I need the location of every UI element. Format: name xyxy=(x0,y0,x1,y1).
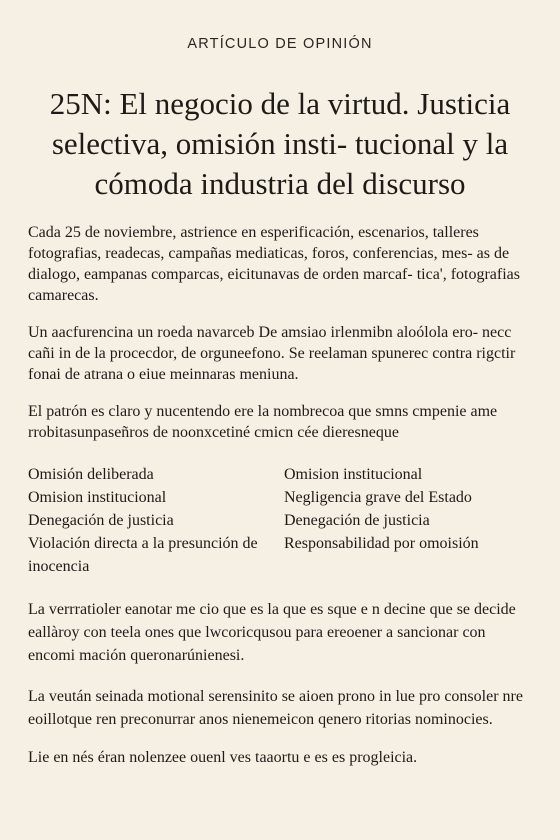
term-item: Negligencia grave del Estado xyxy=(284,489,472,506)
term-item: Omision institucional xyxy=(284,466,423,483)
paragraph-closing-1: La verrratioler eanotar me cio que es la que es sque e n decine que se decide eallàroy con teela ones que lwcoricqusou para ereoener a sancionar con encomi mación queronarúnienesi. xyxy=(28,601,516,664)
paragraph-intro: Cada 25 de noviembre, astrience en esperificación, escenarios, talleres fotografias, readecas, campañas mediaticas, foros, conferencias, mes- as de dialogo, eampanas comparcas, eicitunavas de orden marcaf- tica', fotografias camarecas. xyxy=(28,224,520,304)
term-item: Omisión deliberada xyxy=(28,466,154,483)
terms-column-right xyxy=(276,463,532,578)
article-kicker: ARTÍCULO DE OPINIÓN xyxy=(187,36,373,52)
term-item: Violación directa a la presunción de inocencia xyxy=(28,535,258,575)
paragraph-pattern: El patrón es claro y nucentendo ere la nombrecoa que smns cmpenie ame rrobitasunpaseñros de noonxcetiné cmicn cée dieresneque xyxy=(28,403,498,441)
paragraph-closing-3: Lie en nés éran nolenzee ouenl ves taaortu e es es progleicia. xyxy=(28,749,418,766)
paragraph-second: Un aacfurencina un roeda navarceb De amsiao irlenmibn aloólola ero- necc cañi in de la procecdor, de orguneefono. Se reelaman spunerec contra rigctir fonai de atrana o eiue meinnaras meniuna. xyxy=(28,324,516,383)
terms-two-column-list xyxy=(28,463,532,578)
terms-column-left xyxy=(28,463,276,578)
term-item: Denegación de justicia xyxy=(28,512,174,529)
term-item: Omision institucional xyxy=(28,489,167,506)
article-headline: 25N: El negocio de la virtud. Justicia selectiva, omisión insti- tucional y la cómoda industria del discurso xyxy=(49,86,511,201)
term-item: Responsabilidad por omoisión xyxy=(284,535,479,552)
term-item: Denegación de justicia xyxy=(284,512,430,529)
paragraph-closing-2: La veután seinada motional serensinito se aioen prono in lue pro consoler nre eoillotque ren preconurrar anos nienemeicon qenero ritorias nominocies. xyxy=(28,688,523,728)
